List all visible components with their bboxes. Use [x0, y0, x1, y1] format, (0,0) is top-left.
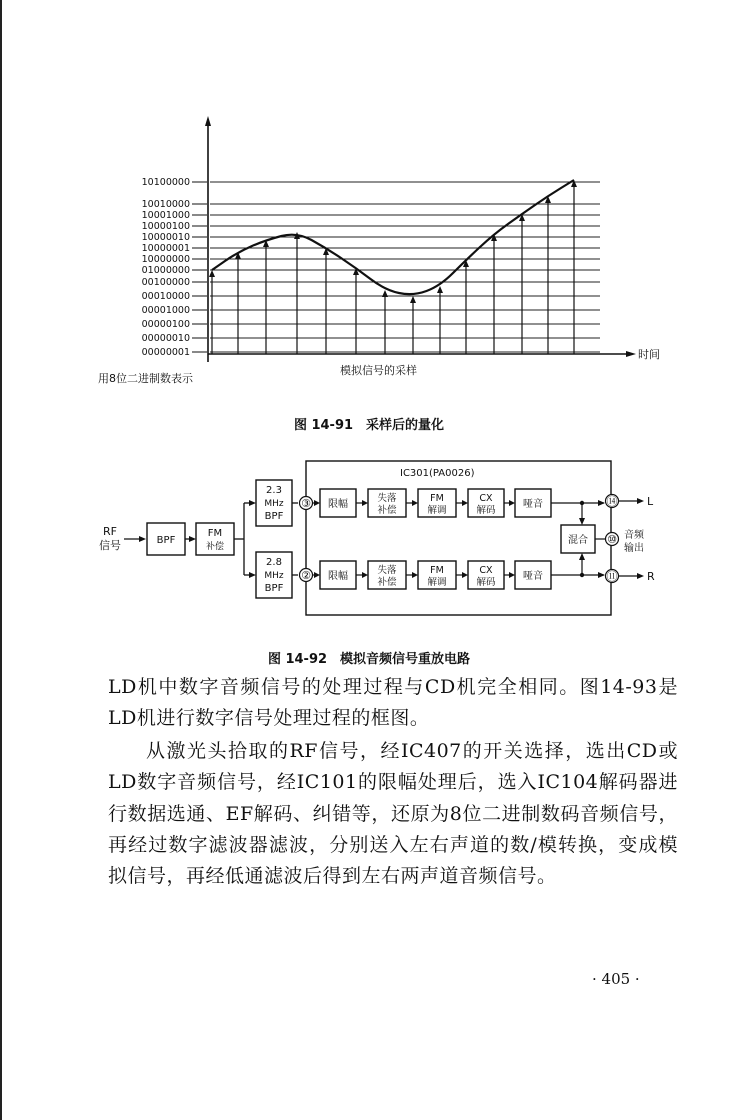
- audio-output-label-2: 输出: [624, 543, 644, 554]
- binary-caption: 用8位二进制数表示: [98, 372, 193, 385]
- chain-block-label: 补偿: [377, 505, 397, 516]
- output-L: L: [647, 495, 654, 508]
- sample-arrow: [437, 286, 443, 293]
- chain-block-label: 失落: [377, 565, 397, 576]
- chain-block-label: FM: [430, 565, 444, 576]
- pin-mid-out: ⑩: [607, 533, 617, 546]
- level-label: 00000010: [141, 333, 190, 344]
- ic301-label: IC301(PA0026): [400, 468, 475, 479]
- audio-playback-circuit: [0, 455, 738, 640]
- chain-block-label: 失落: [377, 493, 397, 504]
- bpf-top-line-2: MHz: [264, 499, 284, 509]
- pin-bottom-out: ⑪: [606, 570, 618, 583]
- sample-arrow: [382, 290, 388, 297]
- chain-block-label: 哑音: [523, 499, 543, 510]
- fm-comp-label-2: 补偿: [205, 542, 225, 552]
- fm-comp-label-1: FM: [207, 528, 223, 539]
- x-axis-arrow: [626, 351, 636, 357]
- figure-14-91-caption: 图 14-91 采样后的量化: [293, 418, 445, 433]
- chain-block-label: 限幅: [328, 499, 348, 510]
- figure-14-92-caption: 图 14-92 模拟音频信号重放电路: [267, 652, 471, 667]
- pin-bottom-in: ②: [301, 569, 311, 582]
- pin-top-in: ③: [301, 497, 311, 510]
- chain-block-label: 解调: [427, 577, 447, 588]
- bpf-bottom-line-3: BPF: [264, 583, 284, 594]
- rf-input-label: RF: [103, 525, 117, 538]
- level-label: 10000100: [141, 221, 190, 232]
- level-label: 10010000: [141, 199, 190, 210]
- quantization-figure: [0, 100, 738, 400]
- pin-top-out: ⑭: [606, 495, 618, 508]
- level-label: 10001000: [141, 210, 190, 221]
- level-label: 00001000: [141, 305, 190, 316]
- sample-arrow: [209, 270, 215, 277]
- level-label: 01000000: [141, 265, 190, 276]
- sampling-caption: 模拟信号的采样: [340, 364, 417, 377]
- level-label: 00100000: [141, 277, 190, 288]
- chain-block-label: 哑音: [523, 571, 543, 582]
- page-number: · 405 ·: [592, 970, 640, 988]
- paragraph-1: LD机中数字音频信号的处理过程与CD机完全相同。图14-93是LD机进行数字信号处理过程的框图。: [108, 676, 678, 730]
- bpf-bottom-line-2: MHz: [264, 571, 284, 581]
- chain-block-label: 补偿: [377, 577, 397, 588]
- output-R: R: [647, 570, 655, 583]
- bpf-bottom-line-1: 2.8: [266, 557, 282, 568]
- level-label: 10100000: [141, 177, 190, 188]
- chain-block-label: 解调: [427, 505, 447, 516]
- level-label: 10000000: [141, 254, 190, 265]
- y-axis-arrow: [205, 116, 211, 126]
- x-axis-label: 时间: [638, 348, 660, 361]
- bpf-label: BPF: [156, 535, 176, 546]
- chain-block-label: 解码: [476, 505, 496, 516]
- level-label: 00000001: [141, 347, 190, 358]
- rf-input-label-2: 信号: [99, 539, 121, 552]
- sample-arrow: [410, 296, 416, 303]
- level-label: 00000100: [141, 319, 190, 330]
- chain-block-label: 限幅: [328, 571, 348, 582]
- level-label: 10000001: [141, 243, 190, 254]
- bpf-top-line-3: BPF: [264, 511, 284, 522]
- mix-label: 混合: [568, 535, 588, 546]
- paragraph-2: 从激光头拾取的RF信号，经IC407的开关选择，选出CD或LD数字音频信号，经IC101的限幅处理后，选入IC104解码器进行数据选通、EF解码、纠错等，还原为8位二进制数码音频信号，再经过数字滤波器滤波，分别送入左右声道的数/模转换，变成模拟信号，再经低通滤波后得到左右两声道音频信号。: [108, 740, 678, 888]
- level-label: 00010000: [141, 291, 190, 302]
- level-label: 10000010: [141, 232, 190, 243]
- chain-block-label: CX: [479, 493, 493, 504]
- chain-block-label: 解码: [476, 577, 496, 588]
- chain-block-label: FM: [430, 493, 444, 504]
- bpf-top-line-1: 2.3: [266, 485, 282, 496]
- chain-block-label: CX: [479, 565, 493, 576]
- audio-output-label-1: 音频: [624, 530, 644, 541]
